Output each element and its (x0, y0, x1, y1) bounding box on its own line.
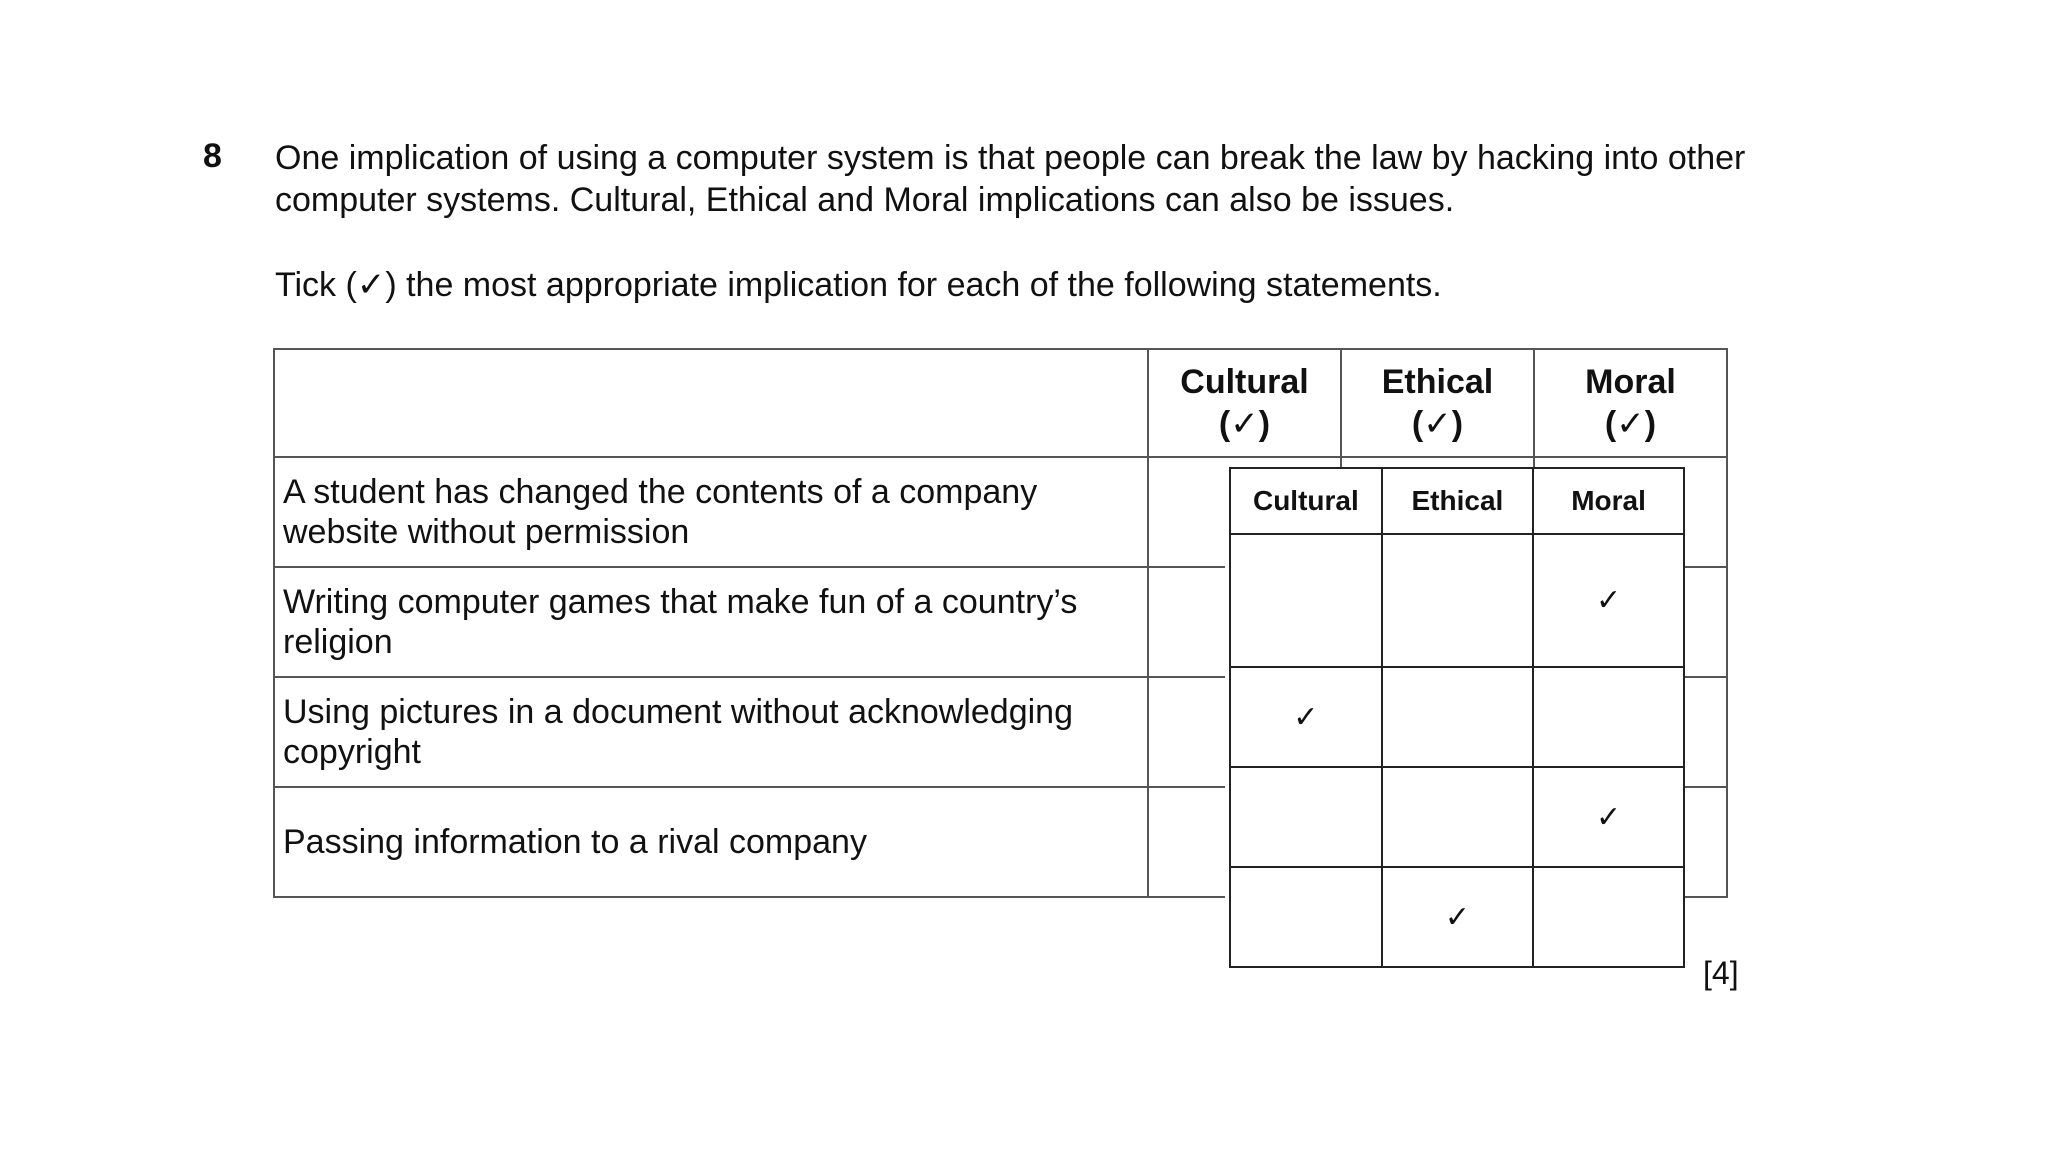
answer-cell[interactable] (1533, 867, 1684, 967)
question-number: 8 (203, 137, 222, 175)
answer-cell[interactable]: ✓ (1230, 667, 1382, 767)
answer-cell[interactable] (1230, 767, 1382, 867)
marks-label: [4] (1703, 955, 1739, 991)
statement-cell: Using pictures in a document without acknowledging copyright (274, 677, 1148, 787)
answer-row (1230, 667, 1684, 767)
answer-cell[interactable] (1382, 667, 1533, 767)
answer-header-moral: Moral (1533, 468, 1684, 534)
answer-row (1230, 767, 1684, 867)
statement-cell: A student has changed the contents of a company website without permission (274, 457, 1148, 567)
answer-cell[interactable]: ✓ (1533, 767, 1684, 867)
blank-header-cell (274, 349, 1148, 457)
statement-cell: Passing information to a rival company (274, 787, 1148, 897)
answer-cell[interactable] (1382, 534, 1533, 667)
answer-cell[interactable] (1230, 534, 1382, 667)
answer-cell[interactable] (1533, 667, 1684, 767)
answer-row (1230, 534, 1684, 667)
header-moral: Moral (✓) (1534, 349, 1727, 457)
header-ethical: Ethical (✓) (1341, 349, 1534, 457)
table-header-row (274, 349, 1727, 457)
answer-row (1230, 867, 1684, 967)
answer-table (1229, 467, 1685, 968)
answer-cell[interactable] (1230, 867, 1382, 967)
answer-cell[interactable]: ✓ (1533, 534, 1684, 667)
answer-cell[interactable] (1382, 767, 1533, 867)
statement-cell: Writing computer games that make fun of a country’s religion (274, 567, 1148, 677)
header-cultural: Cultural (✓) (1148, 349, 1341, 457)
answer-overlay (1225, 467, 1685, 967)
answer-cell[interactable]: ✓ (1382, 867, 1533, 967)
question-instruction: Tick (✓) the most appropriate implication for each of the following statements. (275, 266, 1442, 304)
question-text: One implication of using a computer system is that people can break the law by hacking into other computer systems. Cultural, Ethical and Moral implications can also be issues. (275, 139, 1746, 219)
answer-header-cultural: Cultural (1230, 468, 1382, 534)
answer-header-row (1230, 468, 1684, 534)
answer-header-ethical: Ethical (1382, 468, 1533, 534)
